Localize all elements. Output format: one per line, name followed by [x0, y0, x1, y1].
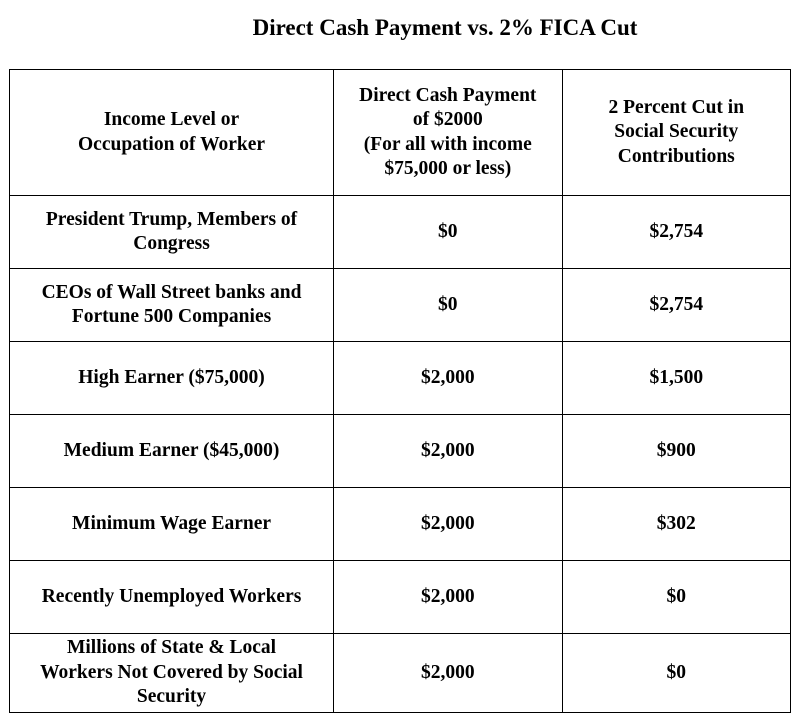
cash-value: $0 [334, 196, 562, 269]
table-row [10, 269, 791, 342]
fica-value: $1,500 [562, 342, 790, 415]
row-label: Millions of State & Local Workers Not Covered by Social Security [10, 634, 334, 713]
header-fica-cut: 2 Percent Cut in Social Security Contributions [562, 70, 790, 196]
table-row [10, 488, 791, 561]
cash-value: $2,000 [334, 634, 562, 713]
header-direct-cash: Direct Cash Payment of $2000 (For all with income $75,000 or less) [334, 70, 562, 196]
header-income-level: Income Level or Occupation of Worker [10, 70, 334, 196]
table-row [10, 561, 791, 634]
fica-value: $900 [562, 415, 790, 488]
page-title: Direct Cash Payment vs. 2% FICA Cut [252, 15, 638, 40]
row-label: Medium Earner ($45,000) [10, 415, 334, 488]
table-header-row [10, 70, 791, 196]
row-label: Recently Unemployed Workers [10, 561, 334, 634]
row-label: Minimum Wage Earner [10, 488, 334, 561]
table-row [10, 196, 791, 269]
fica-value: $2,754 [562, 269, 790, 342]
comparison-table [9, 69, 791, 713]
fica-value: $302 [562, 488, 790, 561]
row-label: President Trump, Members of Congress [10, 196, 334, 269]
fica-value: $2,754 [562, 196, 790, 269]
fica-value: $0 [562, 561, 790, 634]
cash-value: $2,000 [334, 415, 562, 488]
table-row [10, 634, 791, 713]
fica-value: $0 [562, 634, 790, 713]
cash-value: $2,000 [334, 561, 562, 634]
cash-value: $2,000 [334, 488, 562, 561]
cash-value: $2,000 [334, 342, 562, 415]
table-row [10, 342, 791, 415]
cash-value: $0 [334, 269, 562, 342]
row-label: CEOs of Wall Street banks and Fortune 500 Companies [10, 269, 334, 342]
row-label: High Earner ($75,000) [10, 342, 334, 415]
table-row [10, 415, 791, 488]
